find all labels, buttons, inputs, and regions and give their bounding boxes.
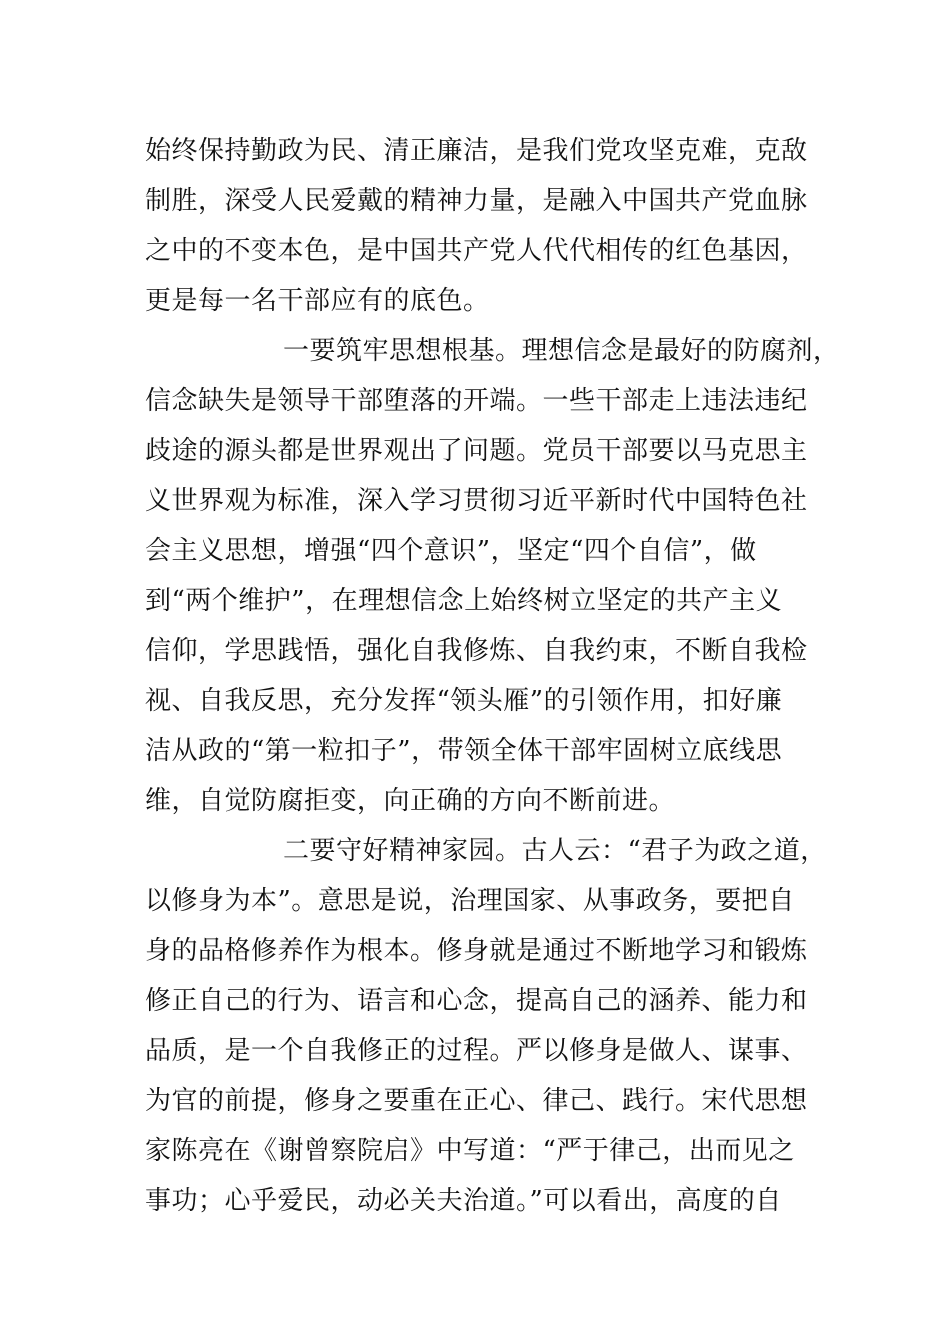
text-line: 义世界观为标准，深入学习贯彻习近平新时代中国特色社 [145, 486, 808, 516]
text-line: 维，自觉防腐拒变，向正确的方向不断前进。 [145, 786, 676, 816]
text-line: 会主义思想，增强“四个意识”，坚定“四个自信”，做 [145, 536, 757, 566]
text-line: 身的品格修养作为根本。修身就是通过不断地学习和锻炼 [145, 936, 808, 966]
text-line: 洁从政的“第一粒扣子”，带领全体干部牢固树立底线思 [145, 736, 783, 766]
text-line: 始终保持勤政为民、清正廉洁，是我们党攻坚克难，克敌 [145, 136, 808, 166]
text-line: 品质，是一个自我修正的过程。严以修身是做人、谋事、 [145, 1036, 808, 1066]
text-line: 为官的前提，修身之要重在正心、律己、践行。宋代思想 [145, 1086, 808, 1116]
text-line: 信仰，学思践悟，强化自我修炼、自我约束，不断自我检 [145, 636, 808, 666]
paragraph-heading-line: 一要筑牢思想根基。理想信念是最好的防腐剂， [283, 336, 840, 366]
text-line: 视、自我反思，充分发挥“领头雁”的引领作用，扣好廉 [145, 686, 783, 716]
text-line: 制胜，深受人民爱戴的精神力量，是融入中国共产党血脉 [145, 186, 808, 216]
text-line: 信念缺失是领导干部堕落的开端。一些干部走上违法违纪 [145, 386, 808, 416]
text-line: 家陈亮在《谢曾察院启》中写道：“严于律己，出而见之 [145, 1136, 795, 1166]
text-line: 之中的不变本色，是中国共产党人代代相传的红色基因， [145, 236, 808, 266]
text-line: 以修身为本”。意思是说，治理国家、从事政务，要把自 [145, 886, 795, 916]
paragraph-heading-line: 二要守好精神家园。古人云：“君子为政之道， [283, 836, 827, 866]
text-line: 事功；心乎爱民，动必关夫治道。”可以看出，高度的自 [145, 1186, 782, 1216]
text-line: 修正自己的行为、语言和心念，提高自己的涵养、能力和 [145, 986, 808, 1016]
text-line: 到“两个维护”，在理想信念上始终树立坚定的共产主义 [145, 586, 783, 616]
text-line: 更是每一名干部应有的底色。 [145, 286, 490, 316]
text-line: 歧途的源头都是世界观出了问题。党员干部要以马克思主 [145, 436, 808, 466]
